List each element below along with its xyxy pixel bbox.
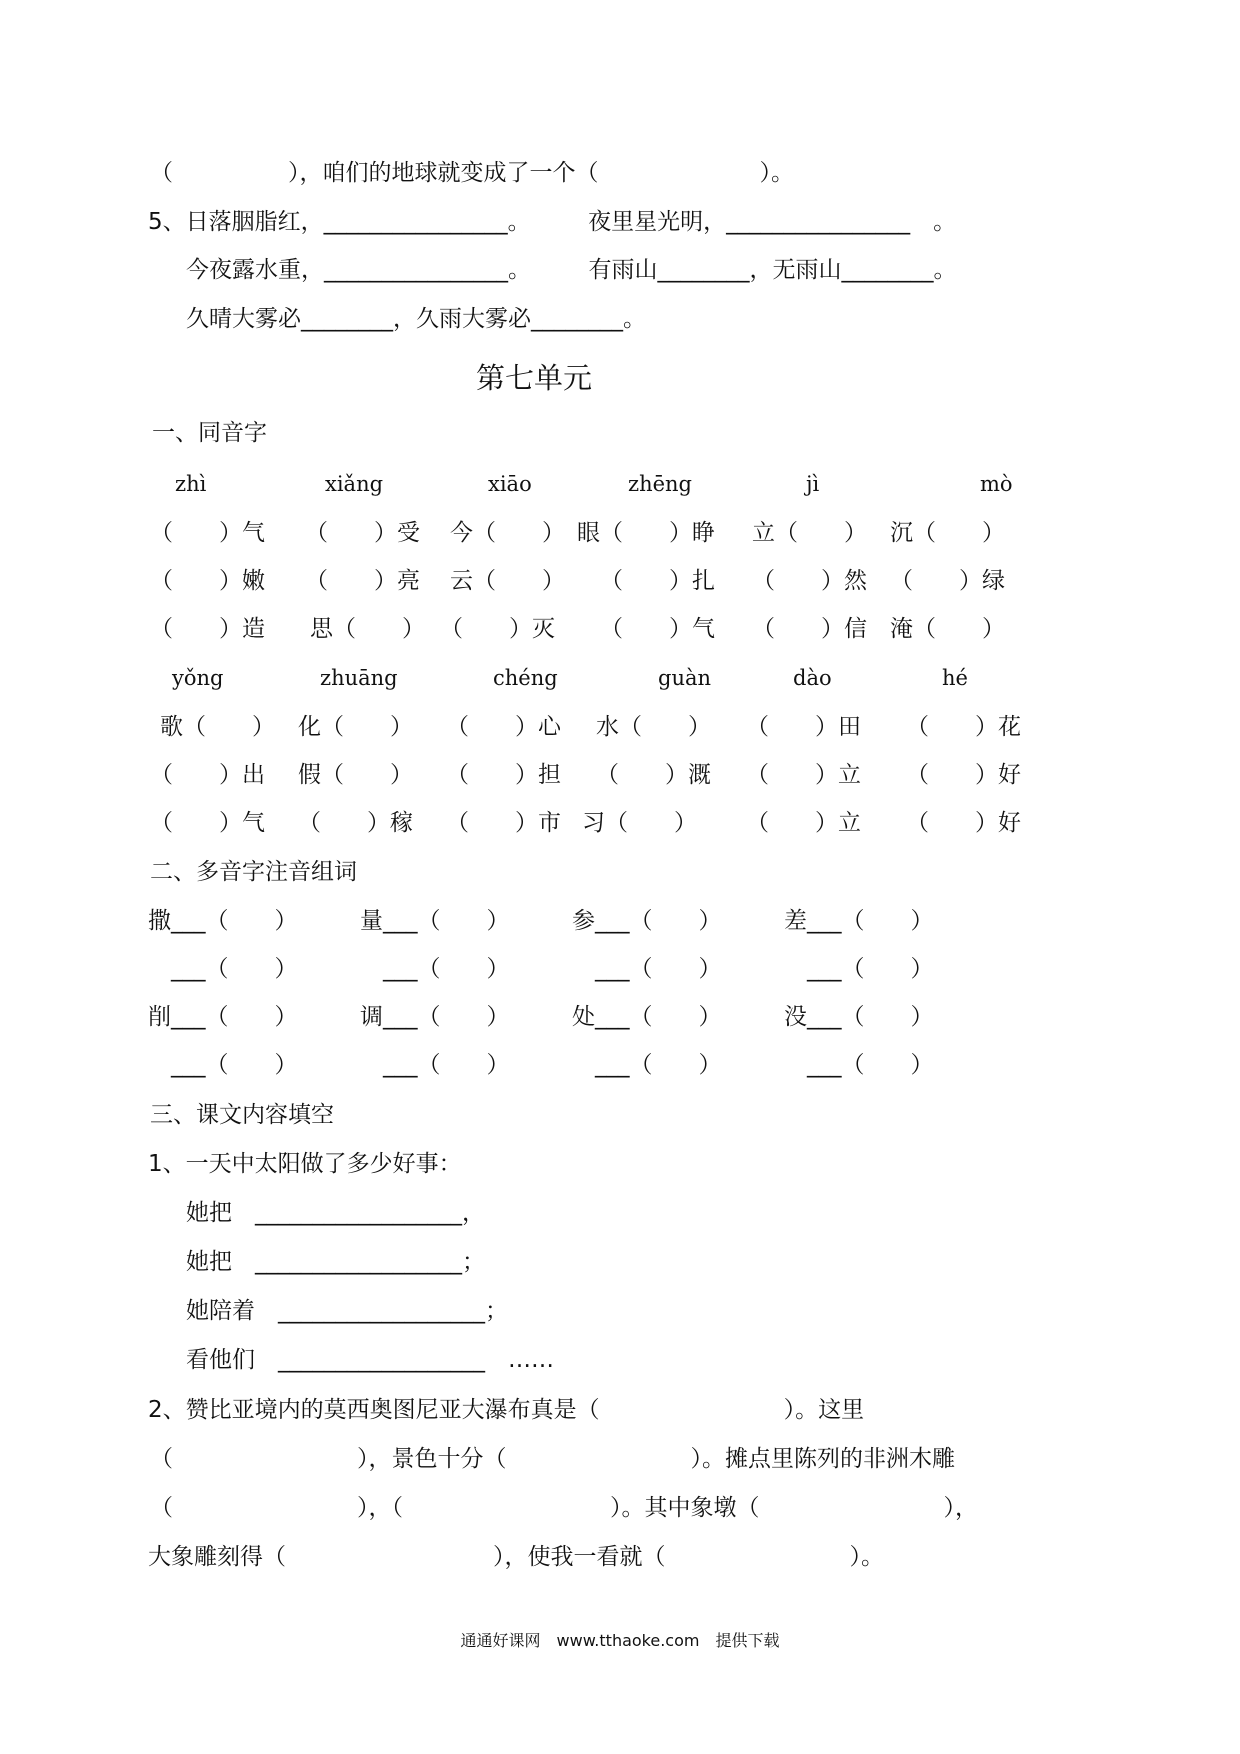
word-cell: （ ）田 bbox=[746, 714, 861, 740]
text-line: （ ），景色十分（ ）。摊点里陈列的非洲木雕 bbox=[150, 1446, 955, 1472]
pinyin: xiǎng bbox=[325, 472, 384, 496]
polyphone-cell: ___（ ） bbox=[572, 956, 722, 982]
pinyin: chéng bbox=[493, 666, 558, 690]
polyphone-cell: ___（ ） bbox=[360, 1052, 510, 1078]
pinyin: jì bbox=[806, 472, 820, 496]
polyphone-cell: 处___（ ） bbox=[572, 1004, 722, 1030]
word-cell: 习（ ） bbox=[582, 810, 697, 836]
word-cell: （ ）气 bbox=[600, 616, 715, 642]
text-line: （ ），（ ）。其中象墩（ ）， bbox=[150, 1495, 978, 1521]
pinyin: hé bbox=[942, 666, 968, 690]
text-line: 5、日落胭脂红，________________。 夜里星光明，________________ 。 bbox=[148, 209, 957, 235]
word-cell: 云（ ） bbox=[450, 568, 565, 594]
pinyin: dào bbox=[793, 666, 832, 690]
word-cell: 歌（ ） bbox=[160, 714, 275, 740]
word-cell: 化（ ） bbox=[298, 714, 413, 740]
pinyin: mò bbox=[980, 472, 1013, 496]
word-cell: 思（ ） bbox=[310, 616, 425, 642]
word-cell: 水（ ） bbox=[596, 714, 711, 740]
word-cell: （ ）扎 bbox=[600, 568, 715, 594]
polyphone-cell: ___（ ） bbox=[784, 956, 934, 982]
word-cell: （ ）亮 bbox=[305, 568, 420, 594]
polyphone-cell: 调___（ ） bbox=[360, 1004, 510, 1030]
polyphone-cell: ___（ ） bbox=[360, 956, 510, 982]
polyphone-cell: ___（ ） bbox=[784, 1052, 934, 1078]
footer-text: 通通好课网 www.tthaoke.com 提供下载 bbox=[460, 1631, 780, 1650]
word-cell: （ ）然 bbox=[752, 568, 867, 594]
section-title: 三、课文内容填空 bbox=[150, 1102, 334, 1128]
word-cell: （ ）造 bbox=[150, 616, 265, 642]
polyphone-cell: 撒___（ ） bbox=[148, 908, 298, 934]
word-cell: 假（ ） bbox=[298, 762, 413, 788]
pinyin: zhuāng bbox=[320, 666, 398, 690]
word-cell: （ ）立 bbox=[746, 762, 861, 788]
text-line: 她把 __________________， bbox=[186, 1200, 485, 1226]
pinyin: xiāo bbox=[488, 472, 532, 496]
text-line: 2、赞比亚境内的莫西奥图尼亚大瀑布真是（ ）。这里 bbox=[148, 1397, 865, 1423]
word-cell: （ ）气 bbox=[150, 810, 265, 836]
pinyin: guàn bbox=[658, 666, 712, 690]
pinyin: yǒng bbox=[172, 666, 224, 690]
polyphone-cell: ___（ ） bbox=[572, 1052, 722, 1078]
word-cell: 眼（ ）睁 bbox=[577, 520, 715, 546]
pinyin: zhēng bbox=[628, 472, 692, 496]
text-line: 久晴大雾必________，久雨大雾必________。 bbox=[186, 306, 646, 332]
word-cell: （ ）信 bbox=[752, 616, 867, 642]
section-title: 一、同音字 bbox=[152, 420, 267, 446]
word-cell: （ ）好 bbox=[906, 762, 1021, 788]
text-line: 大象雕刻得（ ），使我一看就（ ）。 bbox=[148, 1544, 884, 1570]
text-line: 她把 __________________； bbox=[186, 1249, 485, 1275]
section-title: 二、多音字注音组词 bbox=[150, 859, 357, 885]
word-cell: （ ）好 bbox=[906, 810, 1021, 836]
text-line: 她陪着 __________________； bbox=[186, 1298, 508, 1324]
word-cell: 淹（ ） bbox=[890, 616, 1005, 642]
polyphone-cell: 量___（ ） bbox=[360, 908, 510, 934]
word-cell: （ ）担 bbox=[446, 762, 561, 788]
word-cell: （ ）出 bbox=[150, 762, 265, 788]
pinyin: zhì bbox=[175, 472, 207, 496]
word-cell: （ ）绿 bbox=[890, 568, 1005, 594]
text-line: 1、一天中太阳做了多少好事： bbox=[148, 1151, 462, 1177]
word-cell: （ ）气 bbox=[150, 520, 265, 546]
word-cell: 今（ ） bbox=[450, 520, 565, 546]
polyphone-cell: 差___（ ） bbox=[784, 908, 934, 934]
polyphone-cell: 没___（ ） bbox=[784, 1004, 934, 1030]
polyphone-cell: ___（ ） bbox=[148, 956, 298, 982]
text-line: 今夜露水重，________________。 有雨山________，无雨山________。 bbox=[186, 257, 957, 283]
word-cell: （ ）心 bbox=[446, 714, 561, 740]
word-cell: （ ）灭 bbox=[440, 616, 555, 642]
polyphone-cell: 削___（ ） bbox=[148, 1004, 298, 1030]
word-cell: （ ）立 bbox=[746, 810, 861, 836]
word-cell: 沉（ ） bbox=[890, 520, 1005, 546]
word-cell: （ ）受 bbox=[305, 520, 420, 546]
text-line: （ ），咱们的地球就变成了一个（ ）。 bbox=[150, 160, 794, 186]
word-cell: （ ）花 bbox=[906, 714, 1021, 740]
polyphone-cell: 参___（ ） bbox=[572, 908, 722, 934]
unit-title: 第七单元 bbox=[476, 361, 593, 395]
word-cell: （ ）稼 bbox=[298, 810, 413, 836]
text-line: 看他们 __________________ …… bbox=[186, 1347, 554, 1373]
word-cell: 立（ ） bbox=[752, 520, 867, 546]
word-cell: （ ）市 bbox=[446, 810, 561, 836]
polyphone-cell: ___（ ） bbox=[148, 1052, 298, 1078]
word-cell: （ ）嫩 bbox=[150, 568, 265, 594]
word-cell: （ ）溉 bbox=[596, 762, 711, 788]
